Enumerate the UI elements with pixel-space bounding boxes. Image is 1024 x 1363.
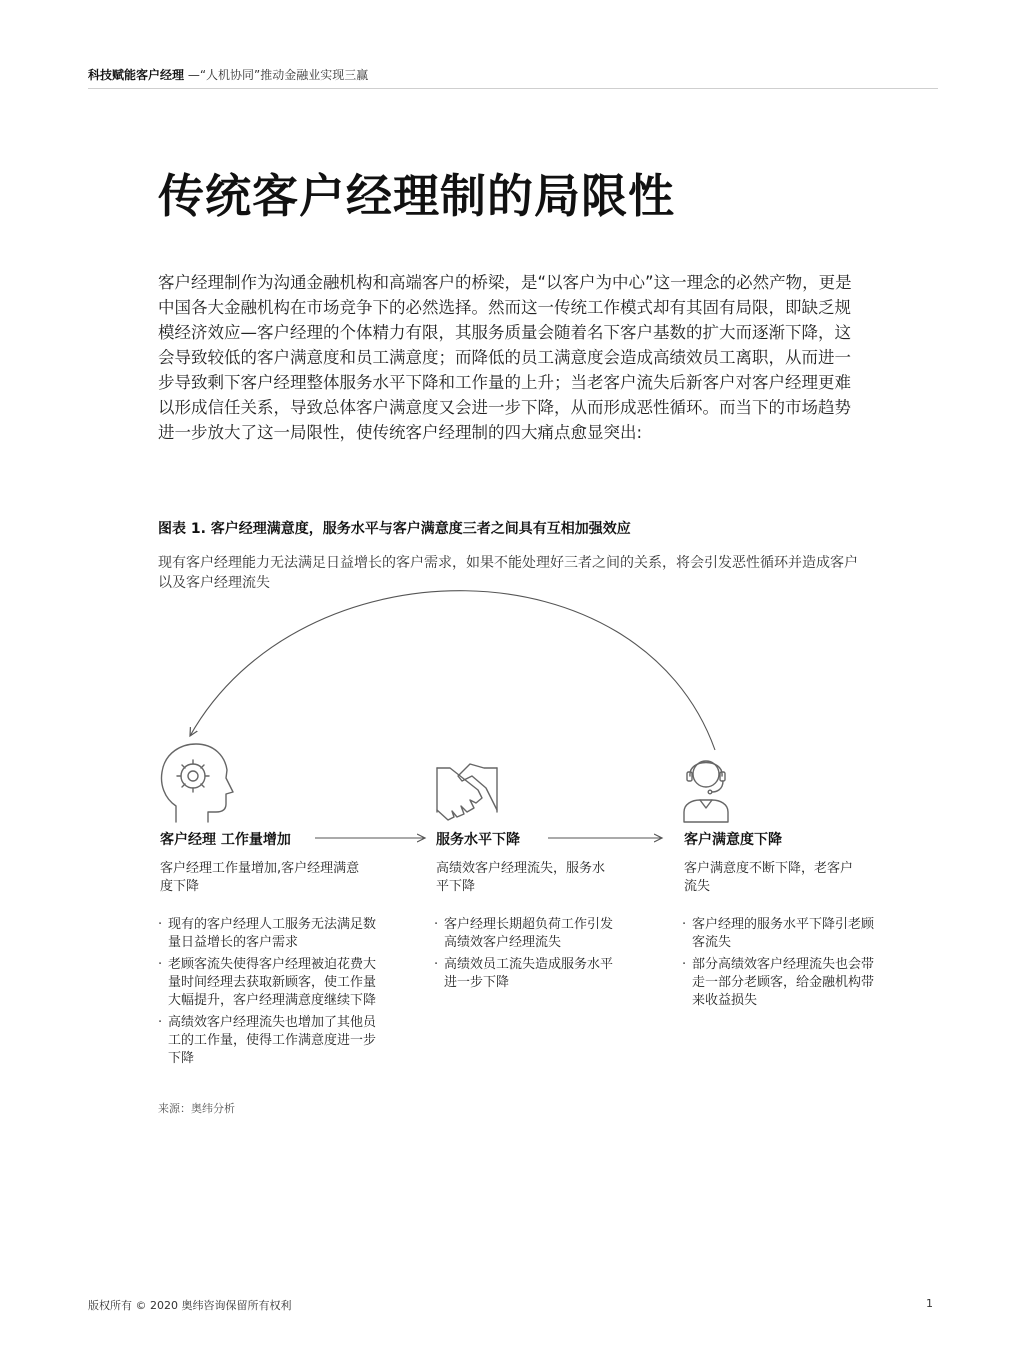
figure-source: 来源：奥纬分析 <box>158 1102 235 1115</box>
list-item: · 高绩效客户经理流失也增加了其他员工的工作量，使得工作满意度进一步下降 <box>158 1014 376 1068</box>
column-desc-satisfaction: 客户满意度不断下降，老客户流失 <box>684 861 854 894</box>
bullet-list-workload <box>158 916 376 1072</box>
list-item: · 老顾客流失使得客户经理被迫花费大量时间经理去获取新顾客，使工作量大幅提升，客户经理满意度继续下降 <box>158 956 376 1010</box>
page-title: 传统客户经理制的局限性 <box>158 169 675 223</box>
feedback-arc <box>190 591 715 750</box>
intro-paragraph: 客户经理制作为沟通金融机构和高端客户的桥梁，是“以客户为中心”这一理念的必然产物，更是中国各大金融机构在市场竞争下的必然选择。然而这一传统工作模式却有其固有局限，即缺乏规模经济效应—客户经理的个体精力有限，其服务质量会随着名下客户基数的扩大而逐渐下降，这会导致较低的客户满意度和员工满意度；而降低的员工满意度会造成高绩效员工离职，从而进一步导致剩下客户经理整体服务水平下降和工作量的上升；当老客户流失后新客户对客户经理更难以形成信任关系，导致总体客户满意度又会进一步下降，从而形成恶性循环。而当下的市场趋势进一步放大了这一局限性，使传统客户经理制的四大痛点愈显突出: <box>158 273 852 442</box>
list-item: · 客户经理长期超负荷工作引发高绩效客户经理流失 <box>434 916 624 952</box>
head-gear-icon <box>162 744 233 822</box>
bullet-list-satisfaction <box>682 916 878 1014</box>
list-item: · 部分高绩效客户经理流失也会带走一部分老顾客，给金融机构带来收益损失 <box>682 956 878 1010</box>
headset-agent-icon <box>684 761 728 822</box>
header-title-bold: 科技赋能客户经理 <box>88 68 185 82</box>
figure-subtitle: 现有客户经理能力无法满足日益增长的客户需求，如果不能处理好三者之间的关系，将会引发恶性循环并造成客户以及客户经理流失 <box>158 555 858 591</box>
column-title-workload: 客户经理 工作量增加 <box>160 832 291 848</box>
page-number: 1 <box>926 1297 933 1310</box>
bullet-list-service <box>434 916 624 996</box>
figure-title: 图表 1. 客户经理满意度，服务水平与客户满意度三者之间具有互相加强效应 <box>158 521 631 537</box>
list-item: · 客户经理的服务水平下降引老顾客流失 <box>682 916 878 952</box>
column-desc-service: 高绩效客户经理流失，服务水平下降 <box>436 861 606 894</box>
header-title-rest: —“人机协同”推动金融业实现三赢 <box>187 68 369 82</box>
list-item: · 高绩效员工流失造成服务水平进一步下降 <box>434 956 624 992</box>
column-title-service: 服务水平下降 <box>436 832 520 848</box>
handshake-icon <box>437 764 497 820</box>
column-title-satisfaction: 客户满意度下降 <box>684 832 782 848</box>
footer-copyright: 版权所有 © 2020 奥纬咨询保留所有权利 <box>88 1299 292 1312</box>
list-item: · 现有的客户经理人工服务无法满足数量日益增长的客户需求 <box>158 916 376 952</box>
column-desc-workload: 客户经理工作量增加,客户经理满意度下降 <box>160 861 360 894</box>
